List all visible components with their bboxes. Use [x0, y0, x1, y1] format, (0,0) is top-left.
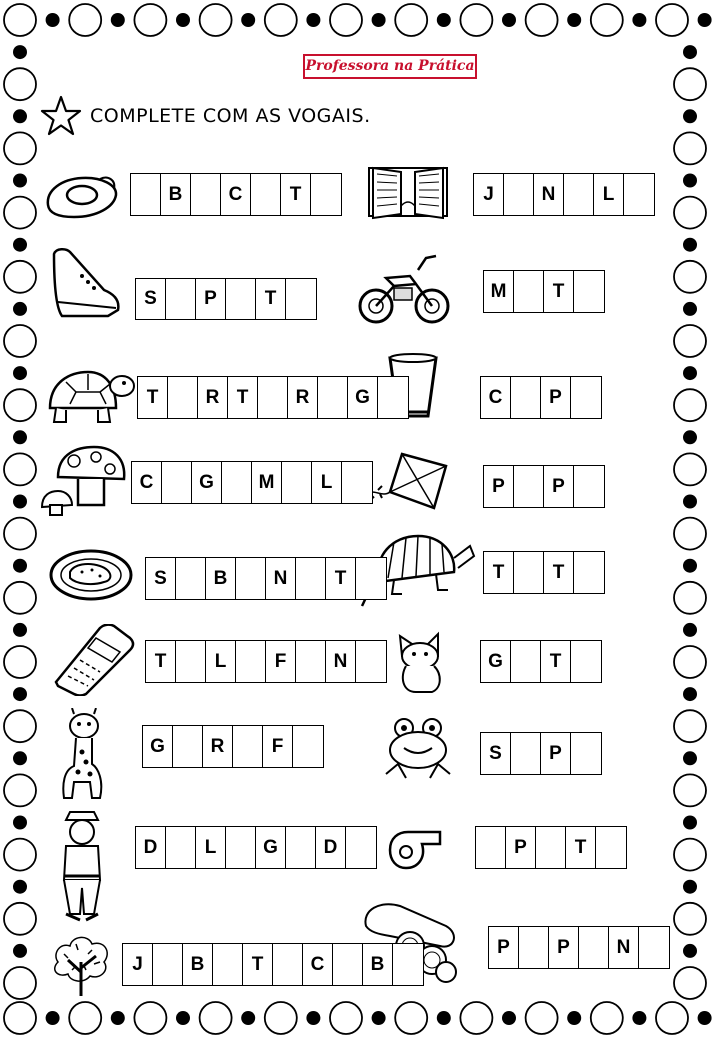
blank-cell[interactable] — [579, 927, 609, 968]
letter-cell: P — [484, 466, 514, 507]
letter-grid-whistle — [475, 826, 627, 869]
blank-cell[interactable] — [511, 641, 541, 682]
blank-cell[interactable] — [233, 726, 263, 767]
border-ring — [674, 518, 706, 550]
blank-cell[interactable] — [356, 558, 386, 599]
border-ring — [460, 1002, 492, 1034]
border-dot — [683, 623, 697, 637]
letter-grid-shoe — [135, 278, 317, 320]
border-dot — [13, 687, 27, 701]
border-dot — [13, 109, 27, 123]
border-ring — [265, 4, 297, 36]
letter-grid-cat — [480, 640, 602, 683]
border-dot — [13, 944, 27, 958]
whistle-icon — [386, 826, 444, 872]
blank-cell[interactable] — [624, 174, 654, 215]
border-ring — [591, 4, 623, 36]
letter-cell: D — [136, 827, 166, 868]
blank-cell[interactable] — [536, 827, 566, 868]
letter-cell: R — [288, 377, 318, 418]
letter-cell: T — [566, 827, 596, 868]
border-ring — [4, 261, 36, 293]
border-ring — [4, 903, 36, 935]
border-ring — [674, 646, 706, 678]
shoe-icon — [48, 238, 123, 322]
border-ring — [656, 1002, 688, 1034]
blank-cell[interactable] — [571, 733, 601, 774]
brand-logo: Professora na Prática — [303, 54, 477, 79]
border-dot — [13, 816, 27, 830]
blank-cell[interactable] — [282, 462, 312, 503]
letter-cell: D — [316, 827, 346, 868]
letter-cell: G — [481, 641, 511, 682]
letter-cell: B — [206, 558, 236, 599]
border-ring — [674, 325, 706, 357]
border-ring — [674, 453, 706, 485]
letter-cell: P — [541, 377, 571, 418]
border-ring — [460, 4, 492, 36]
letter-cell: T — [256, 279, 286, 319]
border-ring — [265, 1002, 297, 1034]
border-ring — [4, 582, 36, 614]
border-ring — [395, 4, 427, 36]
border-ring — [656, 4, 688, 36]
border-ring — [4, 839, 36, 871]
blank-cell[interactable] — [176, 641, 206, 682]
border-dot — [683, 559, 697, 573]
border-ring — [4, 967, 36, 999]
border-ring — [674, 774, 706, 806]
border-ring — [674, 68, 706, 100]
blank-cell[interactable] — [226, 279, 256, 319]
letter-cell: L — [206, 641, 236, 682]
blank-cell[interactable] — [514, 466, 544, 507]
border-ring — [4, 132, 36, 164]
letter-cell: S — [481, 733, 511, 774]
mushroom-icon — [38, 445, 128, 517]
border-dot — [683, 495, 697, 509]
letter-cell: G — [192, 462, 222, 503]
tree-icon — [48, 932, 114, 998]
border-ring — [4, 68, 36, 100]
blank-cell[interactable] — [293, 726, 323, 767]
border-ring — [4, 389, 36, 421]
blank-cell[interactable] — [258, 377, 288, 418]
blank-cell[interactable] — [226, 827, 256, 868]
border-dot — [632, 1011, 646, 1025]
letter-cell: J — [123, 944, 153, 985]
border-ring — [526, 1002, 558, 1034]
border-dot — [46, 13, 60, 27]
border-dot — [111, 13, 125, 27]
blank-cell[interactable] — [318, 377, 348, 418]
border-dot — [698, 13, 712, 27]
letter-cell: J — [474, 174, 504, 215]
blank-cell[interactable] — [131, 174, 161, 215]
letter-cell: G — [348, 377, 378, 418]
border-ring — [330, 4, 362, 36]
border-dot — [683, 109, 697, 123]
border-ring — [4, 325, 36, 357]
blank-cell[interactable] — [346, 827, 376, 868]
blank-cell[interactable] — [511, 377, 541, 418]
border-dot — [683, 687, 697, 701]
letter-grid-mushroom — [131, 461, 373, 504]
letter-cell: T — [228, 377, 258, 418]
letter-cell: G — [256, 827, 286, 868]
blank-cell[interactable] — [342, 462, 372, 503]
blank-cell[interactable] — [514, 552, 544, 593]
blank-cell[interactable] — [166, 279, 196, 319]
blank-cell[interactable] — [213, 944, 243, 985]
blank-cell[interactable] — [504, 174, 534, 215]
letter-grid-kite — [483, 465, 605, 508]
border-ring — [674, 389, 706, 421]
border-dot — [502, 13, 516, 27]
letter-grid-plate — [145, 557, 387, 600]
border-dot — [13, 623, 27, 637]
border-dot — [13, 238, 27, 252]
kite-icon — [360, 448, 452, 524]
border-ring — [200, 4, 232, 36]
letter-cell: T — [484, 552, 514, 593]
blank-cell[interactable] — [166, 827, 196, 868]
border-dot — [306, 1011, 320, 1025]
letter-grid-phone — [145, 640, 387, 683]
blank-cell[interactable] — [574, 271, 604, 312]
border-dot — [306, 13, 320, 27]
blank-cell[interactable] — [574, 552, 604, 593]
letter-cell: G — [143, 726, 173, 767]
letter-grid-tree — [122, 943, 424, 986]
border-dot — [683, 174, 697, 188]
border-ring — [674, 132, 706, 164]
border-dot — [13, 302, 27, 316]
border-dot — [372, 1011, 386, 1025]
blank-cell[interactable] — [596, 827, 626, 868]
blank-cell[interactable] — [564, 174, 594, 215]
cat-icon — [392, 626, 448, 696]
blank-cell[interactable] — [176, 558, 206, 599]
letter-cell: F — [263, 726, 293, 767]
letter-cell: L — [196, 827, 226, 868]
blank-cell[interactable] — [286, 279, 316, 319]
border-dot — [13, 880, 27, 894]
letter-cell: N — [609, 927, 639, 968]
border-dot — [176, 1011, 190, 1025]
letter-grid-avocado — [130, 173, 342, 216]
blank-cell[interactable] — [286, 827, 316, 868]
border-ring — [674, 839, 706, 871]
blank-cell[interactable] — [639, 927, 669, 968]
border-ring — [674, 261, 706, 293]
blank-cell[interactable] — [571, 641, 601, 682]
blank-cell[interactable] — [191, 174, 221, 215]
border-ring — [4, 197, 36, 229]
border-dot — [111, 1011, 125, 1025]
border-ring — [4, 518, 36, 550]
border-dot — [437, 1011, 451, 1025]
blank-cell[interactable] — [168, 377, 198, 418]
letter-cell: R — [198, 377, 228, 418]
blank-cell[interactable] — [571, 377, 601, 418]
letter-cell: C — [221, 174, 251, 215]
frog-icon — [380, 716, 456, 782]
border-dot — [437, 13, 451, 27]
blank-cell[interactable] — [173, 726, 203, 767]
letter-grid-turtle — [137, 376, 409, 419]
letter-cell: P — [544, 466, 574, 507]
border-dot — [13, 366, 27, 380]
border-dot — [683, 751, 697, 765]
border-dot — [683, 302, 697, 316]
blank-cell[interactable] — [574, 466, 604, 507]
letter-grid-motorcycle — [483, 270, 605, 313]
border-dot — [632, 13, 646, 27]
border-ring — [69, 1002, 101, 1034]
letter-cell: M — [484, 271, 514, 312]
border-dot — [683, 816, 697, 830]
letter-cell: M — [252, 462, 282, 503]
border-ring — [4, 646, 36, 678]
letter-cell: P — [489, 927, 519, 968]
letter-cell: L — [594, 174, 624, 215]
plate-icon — [48, 548, 134, 602]
blank-cell[interactable] — [393, 944, 423, 985]
border-dot — [372, 13, 386, 27]
window-icon — [363, 160, 453, 222]
border-dot — [683, 430, 697, 444]
letter-cell: P — [506, 827, 536, 868]
letter-cell: L — [312, 462, 342, 503]
police-officer-icon — [52, 808, 112, 923]
border-ring — [674, 710, 706, 742]
star-icon — [40, 95, 82, 137]
letter-cell: C — [303, 944, 333, 985]
letter-cell: P — [541, 733, 571, 774]
letter-cell: N — [266, 558, 296, 599]
letter-cell: N — [326, 641, 356, 682]
letter-grid-armadillo — [483, 551, 605, 594]
blank-cell[interactable] — [378, 377, 408, 418]
border-ring — [134, 1002, 166, 1034]
letter-cell: T — [544, 271, 574, 312]
instruction-heading — [40, 96, 371, 136]
blank-cell[interactable] — [333, 944, 363, 985]
blank-cell[interactable] — [222, 462, 252, 503]
border-dot — [176, 13, 190, 27]
letter-grid-glass — [480, 376, 602, 419]
letter-cell: P — [196, 279, 226, 319]
border-dot — [13, 495, 27, 509]
border-dot — [241, 1011, 255, 1025]
blank-cell[interactable] — [514, 271, 544, 312]
border-ring — [674, 582, 706, 614]
blank-cell[interactable] — [236, 641, 266, 682]
instruction-text: COMPLETE COM AS VOGAIS. — [90, 105, 371, 127]
blank-cell[interactable] — [356, 641, 386, 682]
border-ring — [69, 4, 101, 36]
letter-cell: T — [541, 641, 571, 682]
border-ring — [674, 903, 706, 935]
border-ring — [200, 1002, 232, 1034]
border-dot — [502, 1011, 516, 1025]
border-dot — [13, 751, 27, 765]
letter-cell: T — [243, 944, 273, 985]
letter-cell: B — [363, 944, 393, 985]
border-dot — [683, 944, 697, 958]
blank-cell[interactable] — [296, 558, 326, 599]
turtle-icon — [40, 364, 136, 430]
letter-grid-frog — [480, 732, 602, 775]
letter-cell: T — [326, 558, 356, 599]
letter-cell: S — [146, 558, 176, 599]
letter-cell: B — [183, 944, 213, 985]
border-dot — [683, 366, 697, 380]
border-dot — [698, 1011, 712, 1025]
border-dot — [13, 559, 27, 573]
border-ring — [4, 453, 36, 485]
blank-cell[interactable] — [251, 174, 281, 215]
motorcycle-icon — [356, 250, 451, 328]
phone-icon — [50, 624, 136, 696]
letter-cell: C — [481, 377, 511, 418]
letter-cell: T — [138, 377, 168, 418]
letter-cell: S — [136, 279, 166, 319]
blank-cell[interactable] — [311, 174, 341, 215]
border-dot — [46, 1011, 60, 1025]
letter-cell: T — [146, 641, 176, 682]
letter-grid-window — [473, 173, 655, 216]
giraffe-icon — [56, 708, 112, 800]
blank-cell[interactable] — [273, 944, 303, 985]
blank-cell[interactable] — [296, 641, 326, 682]
letter-cell: T — [281, 174, 311, 215]
letter-grid-cucumber — [488, 926, 670, 969]
border-dot — [683, 45, 697, 59]
letter-cell: B — [161, 174, 191, 215]
blank-cell[interactable] — [236, 558, 266, 599]
border-ring — [4, 1002, 36, 1034]
blank-cell[interactable] — [153, 944, 183, 985]
border-ring — [526, 4, 558, 36]
border-ring — [674, 967, 706, 999]
letter-cell: P — [549, 927, 579, 968]
border-ring — [674, 197, 706, 229]
border-dot — [567, 13, 581, 27]
border-dot — [13, 430, 27, 444]
avocado-icon — [42, 165, 122, 227]
letter-grid-giraffe — [142, 725, 324, 768]
letter-cell: N — [534, 174, 564, 215]
border-dot — [683, 238, 697, 252]
border-ring — [395, 1002, 427, 1034]
blank-cell[interactable] — [162, 462, 192, 503]
border-ring — [330, 1002, 362, 1034]
border-ring — [4, 710, 36, 742]
border-dot — [683, 880, 697, 894]
border-dot — [13, 45, 27, 59]
blank-cell[interactable] — [519, 927, 549, 968]
blank-cell[interactable] — [511, 733, 541, 774]
border-ring — [591, 1002, 623, 1034]
border-ring — [4, 4, 36, 36]
blank-cell[interactable] — [476, 827, 506, 868]
letter-cell: R — [203, 726, 233, 767]
border-dot — [13, 174, 27, 188]
letter-cell: C — [132, 462, 162, 503]
border-dot — [567, 1011, 581, 1025]
border-ring — [134, 4, 166, 36]
letter-cell: T — [544, 552, 574, 593]
border-ring — [4, 774, 36, 806]
border-dot — [241, 13, 255, 27]
letter-cell: F — [266, 641, 296, 682]
letter-grid-police — [135, 826, 377, 869]
